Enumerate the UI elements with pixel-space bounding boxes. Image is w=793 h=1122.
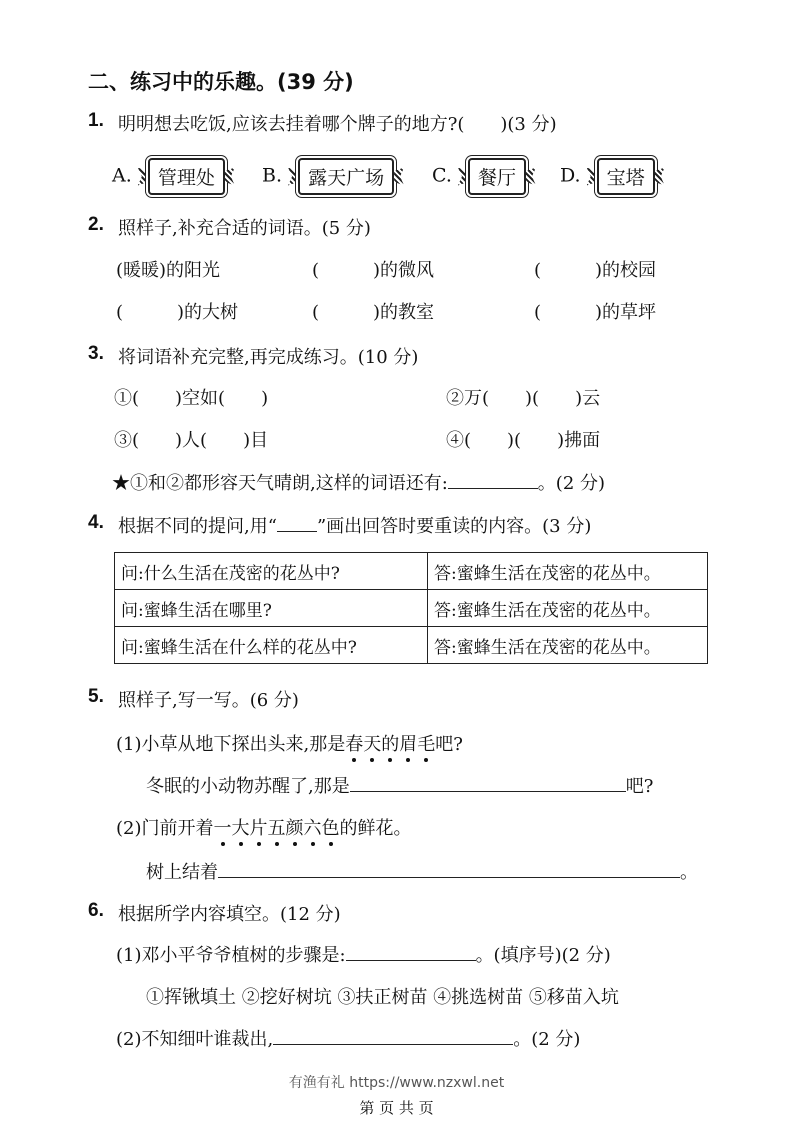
- answer-cell[interactable]: 答:蜜蜂生活在茂密的花丛中。: [428, 590, 708, 627]
- table-row: [115, 553, 708, 590]
- q3-star-prefix: ★①和②都形容天气晴朗,这样的词语还有:: [112, 473, 448, 494]
- question-4-text-before: 根据不同的提问,用“: [118, 516, 277, 537]
- question-4-number: 4.: [88, 512, 104, 533]
- option-d[interactable]: [560, 158, 665, 195]
- question-3-text: 将词语补充完整,再完成练习。(10 分): [118, 347, 419, 368]
- question-2-number: 2.: [88, 214, 104, 235]
- q3-item-1[interactable]: ①( )空如( ): [114, 388, 269, 409]
- q5-fill1-prefix: 冬眠的小动物苏醒了,那是: [146, 776, 350, 797]
- q5-fill-1: [146, 772, 653, 798]
- underline-sample: [277, 515, 317, 532]
- q5-s2-end: 的鲜花。: [339, 818, 412, 839]
- q5-fill1-suffix: 吧?: [625, 776, 654, 797]
- q6-s2-suffix: 。(2 分): [513, 1029, 581, 1050]
- question-cell: 问:蜜蜂生活在哪里?: [115, 590, 428, 627]
- q2-row2-item3[interactable]: ( )的草坪: [534, 302, 657, 323]
- emphasis-char: 颜: [285, 818, 304, 839]
- q5-fill1-blank[interactable]: [350, 775, 626, 792]
- option-d-letter: D.: [560, 164, 581, 187]
- q6-sub-1: [116, 941, 611, 967]
- option-c-letter: C.: [432, 164, 452, 187]
- q3-item-3[interactable]: ③( )人( )目: [114, 430, 269, 451]
- q6-steps: ①挥锹填土 ②挖好树坑 ③扶正树苗 ④挑选树苗 ⑤移苗入坑: [146, 987, 619, 1008]
- emphasis-char: 大: [231, 818, 250, 839]
- option-a-letter: A.: [112, 164, 132, 187]
- q5-s1-dotted: [345, 734, 435, 755]
- q3-star-blank[interactable]: [448, 472, 538, 489]
- answer-cell[interactable]: 答:蜜蜂生活在茂密的花丛中。: [428, 553, 708, 590]
- question-2-text: 照样子,补充合适的词语。(5 分): [118, 218, 371, 239]
- question-3-number: 3.: [88, 343, 104, 364]
- q2-row1-item3[interactable]: ( )的校园: [534, 260, 657, 281]
- emphasis-char: 天: [363, 734, 382, 755]
- q6-s1-prefix: (1)邓小平爷爷植树的步骤是:: [116, 945, 346, 966]
- sign-ribbon-left-icon: [138, 168, 148, 186]
- q2-row1-item2[interactable]: ( )的微风: [312, 260, 435, 281]
- question-6-text: 根据所学内容填空。(12 分): [118, 904, 341, 925]
- question-1-text: 明明想去吃饭,应该去挂着哪个牌子的地方?( )(3 分): [118, 114, 557, 135]
- emphasis-char: 五: [267, 818, 286, 839]
- emphasis-char: 春: [345, 734, 364, 755]
- q5-sample-1: [116, 730, 463, 756]
- q6-s1-blank[interactable]: [346, 944, 476, 961]
- sign-ribbon-right-icon: [394, 168, 404, 186]
- question-5-number: 5.: [88, 686, 104, 707]
- q5-fill2-blank[interactable]: [218, 861, 680, 878]
- sign-ribbon-right-icon: [225, 168, 235, 186]
- question-cell: 问:蜜蜂生活在什么样的花丛中?: [115, 627, 428, 664]
- sign-ribbon-left-icon: [288, 168, 298, 186]
- qa-table: [114, 552, 708, 664]
- table-row: [115, 590, 708, 627]
- sign-ribbon-left-icon: [587, 168, 597, 186]
- sign-ribbon-right-icon: [655, 168, 665, 186]
- option-d-sign: 宝塔: [597, 158, 655, 195]
- q5-s1-end: 吧?: [435, 734, 463, 755]
- option-a[interactable]: [112, 158, 235, 195]
- option-b-letter: B.: [262, 164, 283, 187]
- section-title: 二、练习中的乐趣。(39 分): [88, 70, 354, 94]
- option-b-sign: 露天广场: [298, 158, 394, 195]
- emphasis-char: 一: [213, 818, 232, 839]
- question-1-number: 1.: [88, 110, 104, 131]
- sign-ribbon-right-icon: [526, 168, 536, 186]
- emphasis-char: 眉: [399, 734, 418, 755]
- emphasis-char: 毛: [417, 734, 436, 755]
- q5-fill2-prefix: 树上结着: [146, 862, 218, 883]
- question-6-number: 6.: [88, 900, 104, 921]
- q6-sub-2: [116, 1025, 580, 1051]
- q2-row1-item1: (暖暖)的阳光: [116, 260, 221, 281]
- option-c[interactable]: [432, 158, 536, 195]
- question-cell: 问:什么生活在茂密的花丛中?: [115, 553, 428, 590]
- q5-s2-dotted: [214, 818, 340, 839]
- q5-s1-plain: (1)小草从地下探出头来,那是: [116, 734, 346, 755]
- option-c-sign: 餐厅: [468, 158, 526, 195]
- q5-fill-2: [146, 858, 698, 884]
- q6-s2-blank[interactable]: [273, 1028, 513, 1045]
- option-a-sign: 管理处: [148, 158, 225, 195]
- q3-item-4[interactable]: ④( )( )拂面: [446, 430, 601, 451]
- question-5-text: 照样子,写一写。(6 分): [118, 690, 299, 711]
- q5-fill2-suffix: 。: [680, 862, 698, 883]
- q6-s2-prefix: (2)不知细叶谁裁出,: [116, 1029, 274, 1050]
- q5-sample-2: [116, 814, 412, 840]
- answer-cell[interactable]: 答:蜜蜂生活在茂密的花丛中。: [428, 627, 708, 664]
- q3-star-suffix: 。(2 分): [537, 473, 606, 494]
- q3-item-2[interactable]: ②万( )( )云: [446, 388, 601, 409]
- q6-s1-suffix: 。(填序号)(2 分): [475, 945, 611, 966]
- emphasis-char: 片: [249, 818, 268, 839]
- page-number-label: 第 页 共 页: [359, 1099, 434, 1117]
- q2-row2-item2[interactable]: ( )的教室: [312, 302, 435, 323]
- q3-star-line: [112, 469, 605, 495]
- table-row: [115, 627, 708, 664]
- emphasis-char: 的: [381, 734, 400, 755]
- question-4-text-after: ”画出回答时要重读的内容。(3 分): [316, 516, 592, 537]
- sign-ribbon-left-icon: [458, 168, 468, 186]
- question-4-text: [118, 512, 591, 538]
- q2-row2-item1[interactable]: ( )的大树: [116, 302, 239, 323]
- emphasis-char: 色: [321, 818, 340, 839]
- q5-s2-plain: (2)门前开着: [116, 818, 214, 839]
- option-b[interactable]: [262, 158, 404, 195]
- footer-watermark: 有渔有礼 https://www.nzxwl.net: [288, 1075, 505, 1091]
- emphasis-char: 六: [303, 818, 322, 839]
